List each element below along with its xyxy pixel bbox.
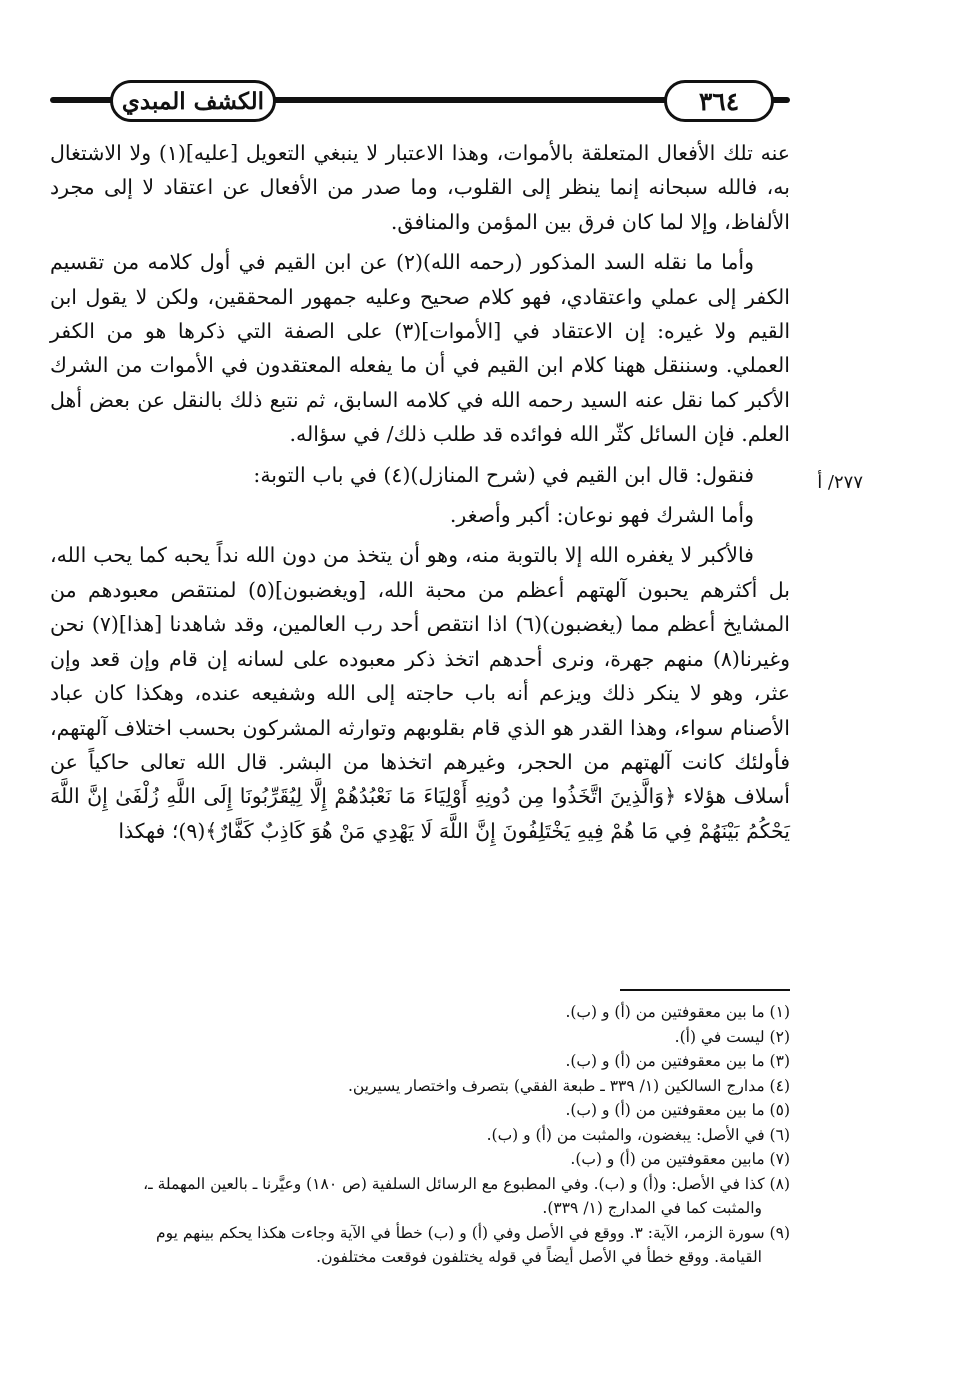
footnote-text: (٩) سورة الزمر، الآية: ٣. ووقع في الأصل وفي (أ) و (ب) خطأ في الآية وجاءت هكذا يحكم بينهم يوم [156, 1223, 790, 1242]
book-title: الكشف المبدي [110, 80, 276, 122]
footnote-1 [50, 1000, 790, 1025]
footnote-text: (٢) ليست في (أ). [674, 1027, 790, 1046]
footnote-6 [50, 1123, 790, 1148]
paragraph-2: وأما ما نقله السد المذكور (رحمه الله)(٢) عن ابن القيم في أول كلامه من تقسيم الكفر إلى عملي واعتقادي، فهو كلام صحيح وعليه جمهور المحققين، ولكن لا يقول ابن القيم ولا غيره: إن الاعتقاد في [الأموات](٣) على الصفة التي ذكرها هو من الكفر العملي. وسننقل ههنا كلام ابن القيم في أن ما يفعله المعتقدون في الأموات من الشرك الأكبر كما نقل عنه السيد رحمه الله في كلامه السابق، ثم نتبع ذلك بالنقل عن بعض أهل العلم. فإن السائل كثّر الله فوائده قد طلب ذلك/ في سؤاله. [50, 250, 791, 447]
paragraph-3: فنقول: قال ابن القيم في (شرح المنازل)(٤) في باب التوبة: [253, 462, 754, 487]
main-text [50, 136, 790, 848]
footnote-5 [50, 1098, 790, 1123]
footnote-text: (٨) كذا في الأصل: و(أ) و (ب). وفي المطبوع مع الرسائل السلفية (ص ١٨٠) وعيَّرنا ـ بالعين المهملة ـ، [143, 1174, 790, 1193]
footnote-3 [50, 1049, 790, 1074]
footnote-text: (٥) ما بين معقوفتين من (أ) و (ب). [565, 1101, 790, 1119]
footnote-text: (٧) مابين معقوفتين من (أ) و (ب). [570, 1150, 790, 1168]
paragraph-5: فالأكبر لا يغفره الله إلا بالتوبة منه، وهو أن يتخذ من دون الله نداً يحبه كما يحب الله، بل أكثرهم يحبون آلهتهم أعظم من محبة الله، [ويغضبون](٥) لمنتقص معبودهم من المشايخ أعظم مما (يغضبون)(٦) اذا انتقص أحد رب العالمين، وقد شاهدنا [هذا](٧) نحن وغيرنا(٨) منهم جهرة، ونرى أحدهم اتخذ ذكر معبوده على لسانه إن قام وإن قعد وإن عثر، وهو لا ينكر ذلك ويزعم أنه باب حاجته إلى الله وشفيعه عنده، وهكذا كان عباد الأصنام سواء، وهذا القدر هو الذي قام بقلوبهم وتوارثه المشركون بحسب اختلاف آلهتهم، فأولئك كانت آلهتهم من الحجر، وغيرهم اتخذها من البشر. قال الله تعالى حاكياً عن أسلاف هؤلاء ﴿وَالَّذِينَ اتَّخَذُوا مِن دُونِهِ أَوْلِيَاءَ مَا نَعْبُدُهُمْ إِلَّا لِيُقَرِّبُونَا إِلَى اللَّهِ زُلْفَىٰ إِنَّ اللَّهَ يَحْكُمُ بَيْنَهُمْ فِي مَا هُمْ فِيهِ يَخْتَلِفُونَ إِنَّ اللَّهَ لَا يَهْدِي مَنْ هُوَ كَاذِبٌ كَفَّارٌ﴾(٩)؛ فهكذا [50, 543, 790, 843]
footnote-continuation: والمثبت كما في المدارج (١/ ٣٣٩). [542, 1199, 762, 1217]
footnote-text: (٣) ما بين معقوفتين من (أ) و (ب). [565, 1052, 790, 1070]
paragraph-1: عنه تلك الأفعال المتعلقة بالأموات، وهذا الاعتبار لا ينبغي التعويل [عليه](١) ولا الاشتغال به، فالله سبحانه إنما ينظر إلى القلوب، وما صدر من الأفعال عن اعتقاد لا إلى مجرد الألفاظ، وإلا لما كان فرق بين المؤمن والمنافق. [50, 141, 790, 234]
footnote-4 [50, 1074, 790, 1099]
footnote-7 [50, 1147, 790, 1172]
footnote-separator [620, 989, 790, 991]
footnote-text: (٦) في الأصل: يبغضون، والمثبت من (أ) و (ب). [486, 1125, 790, 1144]
footnote-8 [50, 1172, 790, 1221]
footnote-text: (٤) مدارج السالكين (١/ ٣٣٩ ـ طبعة الفقي) بتصرف واختصار يسيرين. [347, 1076, 790, 1095]
margin-manuscript-reference: ٢٧٧/ أ [817, 472, 863, 493]
footnote-text: (١) ما بين معقوفتين من (أ) و (ب). [565, 1003, 790, 1021]
footnote-continuation: القيامة. ووقع خطأ في الأصل أيضاً في قوله يختلفون فوقعت مختلفون. [316, 1248, 762, 1266]
footnotes [50, 1000, 790, 1270]
page-number: ٣٦٤ [664, 80, 774, 122]
paragraph-4: وأما الشرك فهو نوعان: أكبر وأصغر. [449, 503, 754, 528]
footnote-2 [50, 1025, 790, 1050]
header-rule-middle [262, 97, 674, 103]
footnote-9 [50, 1221, 790, 1270]
